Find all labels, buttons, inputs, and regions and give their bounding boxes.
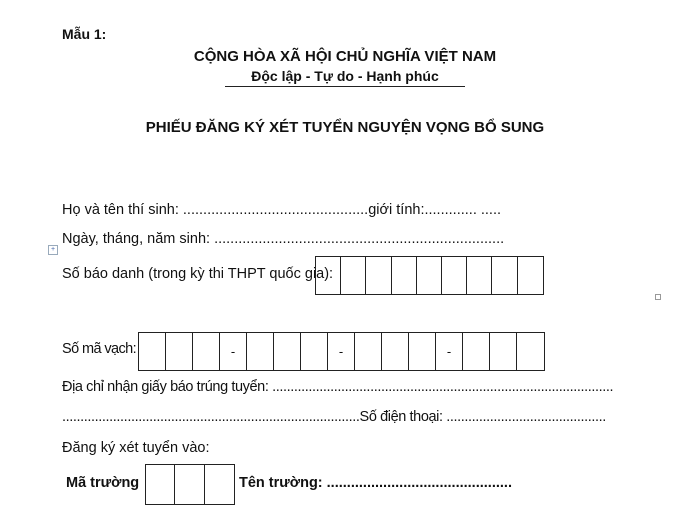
input-cell[interactable] — [316, 257, 341, 294]
school-code-boxes[interactable] — [145, 464, 235, 505]
input-cell[interactable] — [409, 333, 436, 370]
input-cell[interactable] — [417, 257, 442, 294]
input-cell[interactable] — [382, 333, 409, 370]
input-cell[interactable] — [392, 257, 417, 294]
input-cell[interactable] — [341, 257, 366, 294]
separator-cell: - — [220, 333, 247, 370]
input-cell[interactable] — [442, 257, 467, 294]
table-resize-handle-icon[interactable] — [655, 294, 661, 300]
country-header: CỘNG HÒA XÃ HỘI CHỦ NGHĨA VIỆT NAM — [193, 48, 497, 65]
separator-cell: - — [328, 333, 355, 370]
input-cell[interactable] — [366, 257, 391, 294]
input-cell[interactable] — [492, 257, 517, 294]
separator-cell: - — [436, 333, 463, 370]
dob-field[interactable]: Ngày, tháng, năm sinh: ........................................................................ — [62, 231, 505, 247]
sbd-boxes[interactable] — [315, 256, 544, 295]
input-cell[interactable] — [193, 333, 220, 370]
input-cell[interactable] — [467, 257, 492, 294]
input-cell[interactable] — [146, 465, 175, 504]
input-cell[interactable] — [518, 257, 543, 294]
name-field[interactable]: Họ và tên thí sinh: ..............................................giới tính:............. ..... — [62, 202, 502, 218]
input-cell[interactable] — [490, 333, 517, 370]
motto: Độc lập - Tự do - Hạnh phúc — [225, 68, 464, 87]
phone-field[interactable]: ..................................................................................Số điện thoại: ............................................ — [62, 409, 606, 425]
input-cell[interactable] — [205, 465, 234, 504]
input-cell[interactable] — [166, 333, 193, 370]
table-move-handle-icon[interactable]: + — [48, 245, 58, 255]
input-cell[interactable] — [463, 333, 490, 370]
form-title: PHIẾU ĐĂNG KÝ XÉT TUYỂN NGUYỆN VỌNG BỔ SUNG — [145, 119, 545, 136]
school-name-field[interactable]: Tên trường: .............................................. — [239, 475, 512, 491]
input-cell[interactable] — [247, 333, 274, 370]
register-label: Đăng ký xét tuyển vào: — [62, 440, 210, 456]
form-label: Mẫu 1: — [62, 26, 107, 42]
address-field[interactable]: Địa chỉ nhận giấy báo trúng tuyển: .............................................................................................. — [62, 379, 614, 395]
input-cell[interactable] — [175, 465, 204, 504]
barcode-label: Số mã vạch: — [62, 341, 136, 357]
input-cell[interactable] — [517, 333, 544, 370]
input-cell[interactable] — [301, 333, 328, 370]
school-code-label: Mã trường — [66, 475, 140, 491]
sbd-label: Số báo danh (trong kỳ thi THPT quốc gia): — [62, 266, 334, 282]
barcode-boxes[interactable] — [138, 332, 545, 371]
input-cell[interactable] — [139, 333, 166, 370]
input-cell[interactable] — [355, 333, 382, 370]
input-cell[interactable] — [274, 333, 301, 370]
